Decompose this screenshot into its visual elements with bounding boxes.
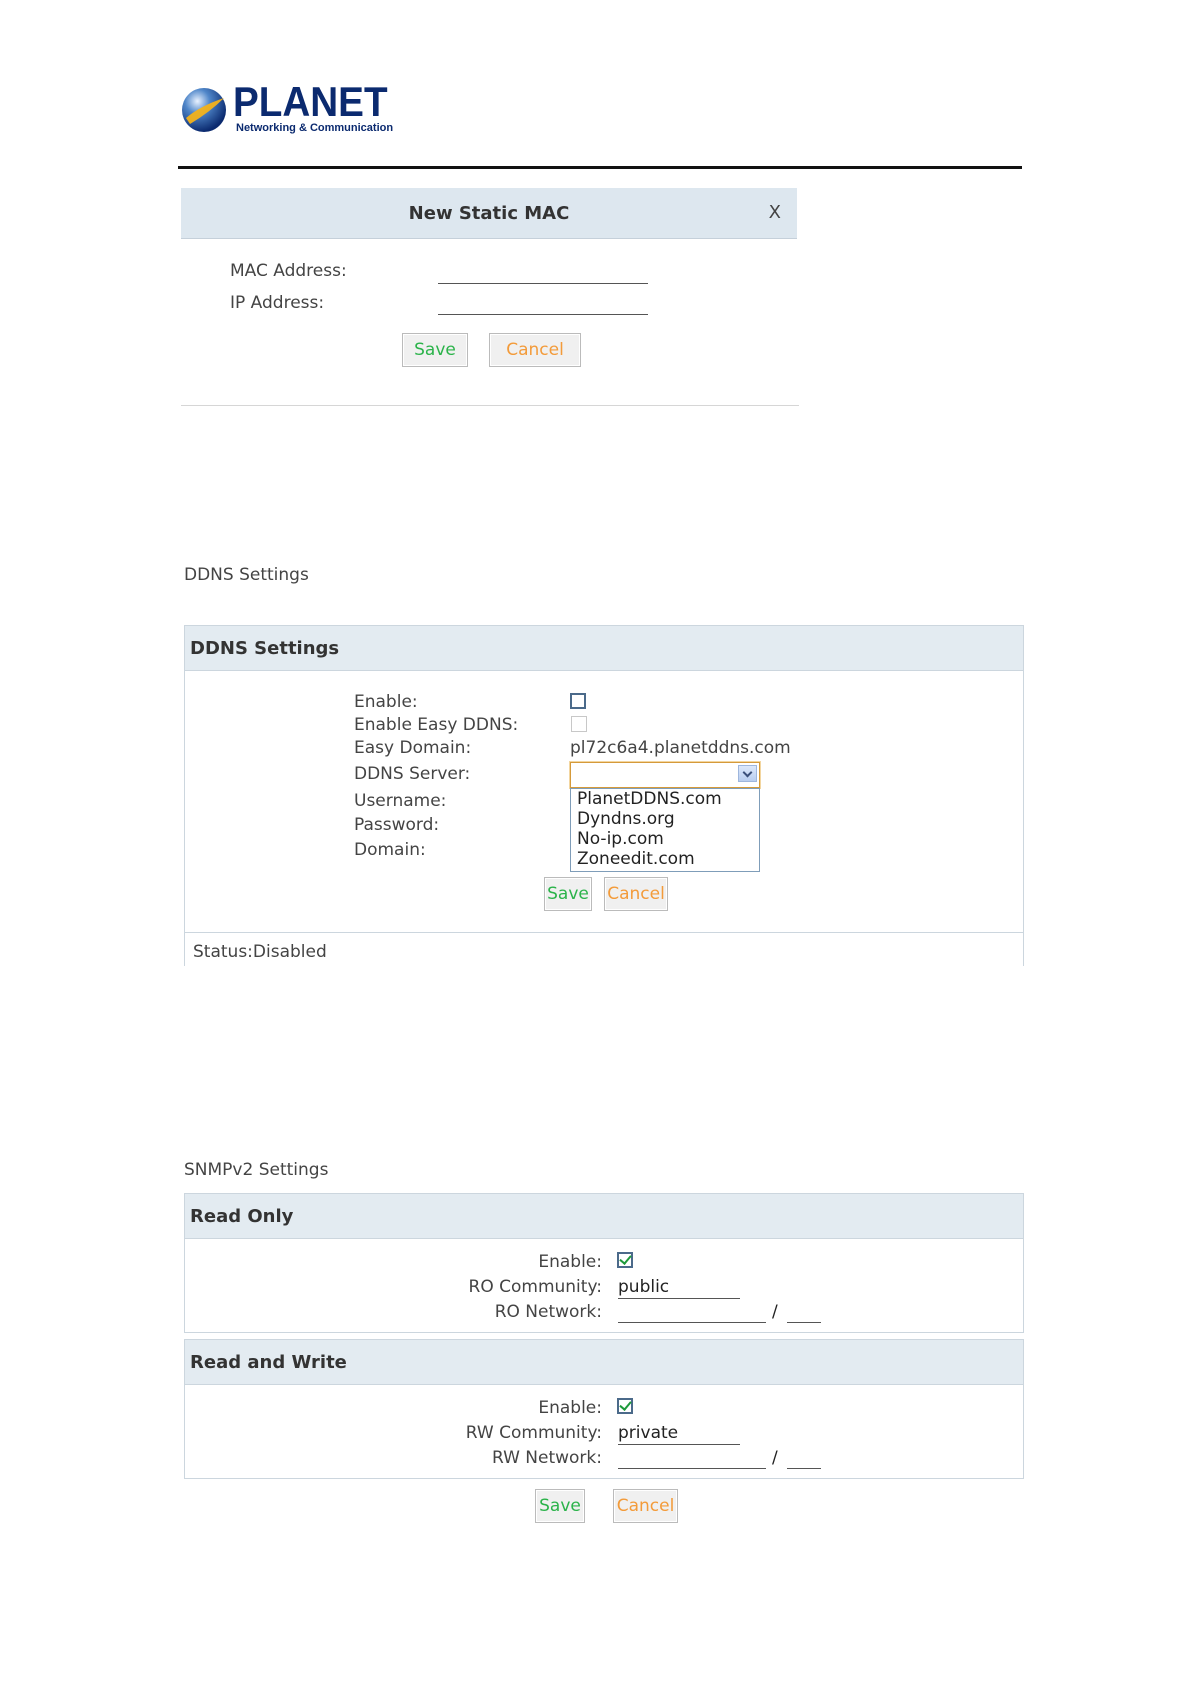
logo-wordmark: PLANET bbox=[233, 78, 388, 125]
header-divider bbox=[178, 166, 1022, 169]
mac-address-label: MAC Address: bbox=[230, 261, 347, 281]
ddns-server-select[interactable] bbox=[570, 762, 760, 788]
ddns-enable-checkbox[interactable] bbox=[570, 693, 586, 709]
read-write-panel bbox=[184, 1339, 1024, 1479]
easy-domain-value: pl72c6a4.planetddns.com bbox=[570, 738, 791, 758]
rw-network-slash: / bbox=[772, 1448, 778, 1468]
ddns-option-planetddns[interactable]: PlanetDDNS.com bbox=[577, 789, 722, 809]
static-mac-dialog-header bbox=[181, 188, 797, 239]
ro-network-label: RO Network: bbox=[494, 1302, 602, 1322]
rw-community-label: RW Community: bbox=[465, 1423, 602, 1443]
ddns-status-divider bbox=[185, 932, 1023, 933]
rw-network-input[interactable] bbox=[618, 1468, 766, 1469]
ddns-cancel-button[interactable]: Cancel bbox=[604, 877, 668, 911]
read-only-panel bbox=[184, 1193, 1024, 1333]
rw-mask-input[interactable] bbox=[787, 1468, 821, 1469]
ip-address-label: IP Address: bbox=[230, 293, 325, 313]
mac-address-input[interactable] bbox=[438, 283, 648, 284]
ro-enable-checkbox[interactable] bbox=[617, 1252, 633, 1268]
rw-enable-checkbox[interactable] bbox=[617, 1398, 633, 1414]
domain-label: Domain: bbox=[354, 840, 426, 860]
password-label: Password: bbox=[354, 815, 440, 835]
dialog-divider bbox=[181, 405, 799, 406]
ro-community-value: public bbox=[618, 1277, 670, 1297]
ro-community-input[interactable] bbox=[618, 1298, 740, 1299]
read-only-title: Read Only bbox=[190, 1206, 294, 1227]
dialog-title: New Static MAC bbox=[408, 203, 570, 224]
static-mac-cancel-button[interactable]: Cancel bbox=[489, 333, 581, 367]
ddns-save-button[interactable]: Save bbox=[544, 877, 592, 911]
ro-mask-input[interactable] bbox=[787, 1322, 821, 1323]
ddns-option-dyndns[interactable]: Dyndns.org bbox=[577, 809, 675, 829]
ddns-server-label: DDNS Server: bbox=[354, 764, 471, 784]
chevron-down-icon[interactable] bbox=[738, 765, 757, 782]
check-icon bbox=[619, 1252, 631, 1265]
ip-address-input[interactable] bbox=[438, 314, 648, 315]
easy-ddns-checkbox[interactable] bbox=[571, 716, 587, 732]
ro-community-label: RO Community: bbox=[468, 1277, 602, 1297]
rw-community-input[interactable] bbox=[618, 1444, 740, 1445]
ro-network-slash: / bbox=[772, 1302, 778, 1322]
close-icon[interactable]: X bbox=[768, 202, 781, 223]
ddns-option-noip[interactable]: No-ip.com bbox=[577, 829, 664, 849]
planet-logo bbox=[180, 78, 394, 142]
ddns-option-zoneedit[interactable]: Zoneedit.com bbox=[577, 849, 695, 869]
username-label: Username: bbox=[354, 791, 447, 811]
rw-enable-label: Enable: bbox=[538, 1398, 602, 1418]
rw-network-label: RW Network: bbox=[491, 1448, 602, 1468]
read-write-header bbox=[185, 1340, 1023, 1385]
ro-network-input[interactable] bbox=[618, 1322, 766, 1323]
easy-ddns-label: Enable Easy DDNS: bbox=[354, 715, 519, 735]
ddns-server-dropdown bbox=[570, 788, 760, 872]
rw-community-value: private bbox=[618, 1423, 679, 1443]
read-only-header bbox=[185, 1194, 1023, 1239]
ddns-enable-label: Enable: bbox=[354, 692, 418, 712]
easy-domain-label: Easy Domain: bbox=[354, 738, 472, 758]
ddns-section-title: DDNS Settings bbox=[184, 565, 309, 585]
read-write-title: Read and Write bbox=[190, 1352, 347, 1373]
globe-icon bbox=[180, 84, 228, 134]
snmp-save-button[interactable]: Save bbox=[535, 1489, 585, 1523]
snmp-cancel-button[interactable]: Cancel bbox=[613, 1489, 678, 1523]
static-mac-save-button[interactable]: Save bbox=[402, 333, 468, 367]
logo-tagline: Networking & Communication bbox=[236, 122, 394, 134]
snmp-section-title: SNMPv2 Settings bbox=[184, 1160, 329, 1180]
ddns-panel-header bbox=[185, 626, 1023, 671]
ddns-status: Status:Disabled bbox=[193, 942, 327, 962]
check-icon bbox=[619, 1398, 631, 1411]
ro-enable-label: Enable: bbox=[538, 1252, 602, 1272]
ddns-panel-title: DDNS Settings bbox=[190, 638, 340, 659]
